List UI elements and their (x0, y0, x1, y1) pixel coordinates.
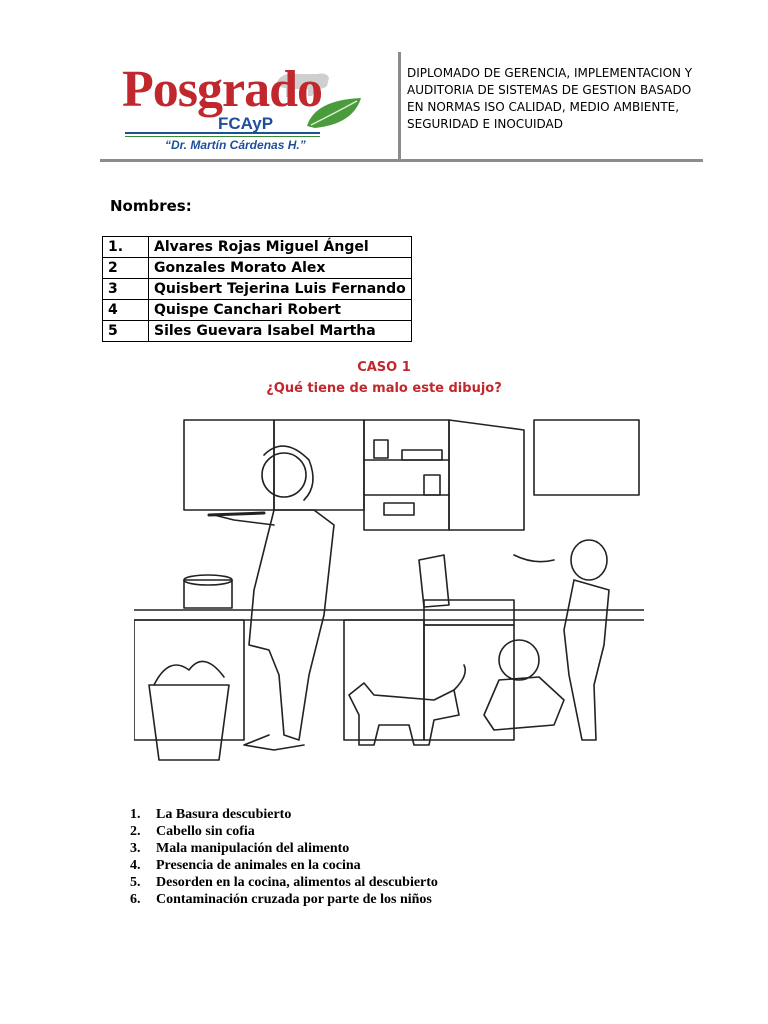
item-text: Cabello sin cofia (156, 824, 255, 839)
program-line: DIPLOMADO DE GERENCIA, IMPLEMENTACION Y (407, 66, 693, 80)
lower-cabinet (344, 620, 424, 740)
item-number: 6. (130, 892, 141, 907)
sneeze-mark (514, 555, 554, 562)
item-number: 5. (130, 875, 141, 890)
trash-can (149, 685, 229, 760)
row-name: Alvares Rojas Miguel Ángel (149, 237, 412, 258)
names-label: Nombres: (110, 197, 192, 215)
spoon (209, 513, 264, 515)
item-text: Desorden en la cocina, alimentos al descubierto (156, 875, 438, 890)
stove (134, 620, 244, 740)
row-name: Gonzales Morato Alex (149, 258, 412, 279)
kitchen-illustration (134, 415, 644, 775)
list-item (130, 891, 438, 908)
program-line: EN NORMAS ISO CALIDAD, MEDIO AMBIENTE, (407, 100, 680, 114)
cabinet-door (449, 420, 524, 530)
table-row (103, 237, 412, 258)
table-row (103, 258, 412, 279)
logo-wordmark: Posgrado (122, 61, 322, 118)
item-number: 2. (130, 824, 141, 839)
row-number: 4 (103, 300, 149, 321)
program-line: AUDITORIA DE SISTEMAS DE GESTION BASADO (407, 83, 692, 97)
posgrado-logo (120, 61, 360, 159)
item-text: Mala manipulación del alimento (156, 841, 350, 856)
document-header (100, 52, 703, 162)
item-text: La Basura descubierto (156, 807, 292, 822)
row-number: 3 (103, 279, 149, 300)
list-item (130, 840, 438, 857)
woman-figure (209, 446, 334, 750)
logo-faculty: FCAyP (218, 114, 274, 133)
header-bottom-rule (100, 159, 703, 162)
row-name: Siles Guevara Isabel Martha (149, 321, 412, 342)
header-vertical-divider (398, 52, 401, 162)
logo-person: “Dr. Martín Cárdenas H.” (165, 138, 306, 152)
garbage (154, 661, 224, 685)
list-item (130, 806, 438, 823)
row-number: 5 (103, 321, 149, 342)
row-name: Quispe Canchari Robert (149, 300, 412, 321)
row-number: 2 (103, 258, 149, 279)
case-title: CASO 1 (357, 360, 411, 375)
logo-rule-green (125, 136, 320, 137)
leaf-icon (305, 94, 365, 134)
program-line: SEGURIDAD E INOCUIDAD (407, 117, 563, 131)
toddler-figure (484, 640, 564, 730)
table-row (103, 300, 412, 321)
item-number: 1. (130, 807, 141, 822)
open-drawer (424, 600, 514, 625)
table-row (103, 279, 412, 300)
item-text: Contaminación cruzada por parte de los niños (156, 892, 432, 907)
row-name: Quisbert Tejerina Luis Fernando (149, 279, 412, 300)
upper-cabinet (534, 420, 639, 495)
item-number: 3. (130, 841, 141, 856)
findings-list (130, 806, 438, 908)
names-table (102, 236, 412, 342)
list-item (130, 857, 438, 874)
item-number: 4. (130, 858, 141, 873)
table-row (103, 321, 412, 342)
cat-figure (349, 665, 465, 745)
item-text: Presencia de animales en la cocina (156, 858, 361, 873)
program-title (407, 65, 707, 133)
boy-figure (514, 540, 609, 740)
list-item (130, 874, 438, 891)
upper-cabinet (184, 420, 274, 510)
row-number: 1. (103, 237, 149, 258)
list-item (130, 823, 438, 840)
case-question: ¿Qué tiene de malo este dibujo? (266, 381, 502, 396)
